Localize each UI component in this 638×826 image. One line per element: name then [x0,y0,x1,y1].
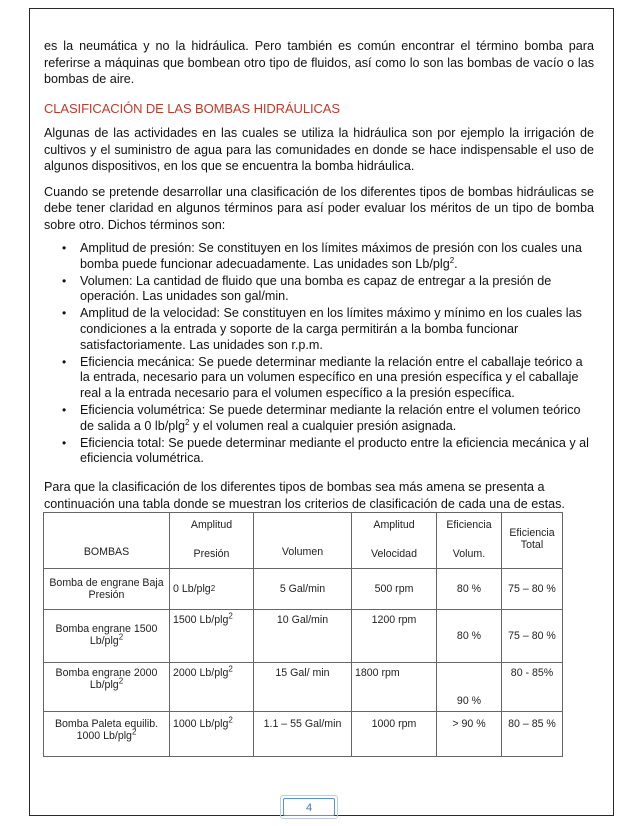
list-item: • Eficiencia mecánica: Se puede determinar mediante la relación entre el caballaje teórico a la entrada, necesario para un volumen específico en una presión específica y el caballaje real a la entrada necesario para el volumen específico a la presión específica. [80,355,594,402]
list-item: • Amplitud de la velocidad: Se constituyen en los límites máximo y mínimo en los cuales las condiciones a la entrada y soporte de la carga permitirán a la bomba funcionar satisfactoriamente. Las unidades son r.p.m. [80,306,594,353]
header-amplitud-presion: Amplitud Presión [170,513,254,569]
table-row: Bomba de engrane Baja Presión 0 Lb/plg 2 5 Gal/min 500 rpm 80 % 75 – 80 % [44,569,563,610]
intro-paragraph: es la neumática y no la hidráulica. Pero también es común encontrar el término bomba para referirse a máquinas que bombean otro tipo de fluidos, así como lo son las bombas de vacío o las bombas de aire. [44,39,594,86]
page-number: 4 [283,798,335,816]
header-volumen: Volumen [254,513,352,569]
pump-classification-table [43,512,563,757]
section-heading: CLASIFICACIÓN DE LAS BOMBAS HIDRÁULICAS [44,100,340,116]
list-item: • Volumen: La cantidad de fluido que una bomba es capaz de entregar a la presión de operación. Las unidades son gal/min. [80,274,594,306]
table-row: Bomba engrane 1500 Lb/plg$^2$ 1500 Lb/plg$^2$ 10 Gal/min 1200 rpm 80 % 75 – 80 % [44,610,563,663]
table-row: Bomba Paleta equilib. 1000 Lb/plg$^2$ 1000 Lb/plg$^2$ 1.1 – 55 Gal/min 1000 rpm > 90 % 80 – 85 % [44,712,563,757]
header-amplitud-velocidad: Amplitud Velocidad [352,513,437,569]
list-item: • Amplitud de presión: Se constituyen en los límites máximos de presión con los cuales una bomba puede funcionar adecuadamente. Las unidades son Lb/plg$^2$. [80,241,594,273]
list-item: • Eficiencia total: Se puede determinar mediante el producto entre la eficiencia mecánica y al eficiencia volumétrica. [80,436,594,468]
terms-list [44,241,594,467]
list-item: • Eficiencia volumétrica: Se puede determinar mediante la relación entre el volumen teórico de salida a 0 lb/plg$^2$ y el volumen real a cualquier presión asignada. [80,403,594,435]
paragraph-table-intro: Para que la clasificación de los diferentes tipos de bombas sea más amena se presenta a continuación una tabla donde se muestran los criterios de clasificación de cada una de estas. [44,480,565,511]
header-eficiencia-total: Eficiencia Total [502,513,563,569]
header-eficiencia-vol: Eficiencia Volum. [437,513,502,569]
table-row: Bomba engrane 2000 Lb/plg$^2$ 2000 Lb/plg$^2$ 15 Gal/ min 1800 rpm 90 % 80 - 85% [44,663,563,712]
paragraph-activities: Algunas de las actividades en las cuales se utiliza la hidráulica son por ejemplo la irrigación de cultivos y el suministro de agua para las comunidades en donde se hace indispensable el uso de algunos dispositivos, en los que se encuentra la bomba hidráulica. [44,126,594,173]
header-bombas: BOMBAS [44,513,170,569]
document-body [44,38,594,512]
paragraph-classification: Cuando se pretende desarrollar una clasificación de los diferentes tipos de bombas hidráulicas se debe tener claridad en algunos términos para así poder evaluar los méritos de un tipo de bomba sobre otro. Dichos términos son: [44,184,594,232]
table-header-row [44,513,563,569]
